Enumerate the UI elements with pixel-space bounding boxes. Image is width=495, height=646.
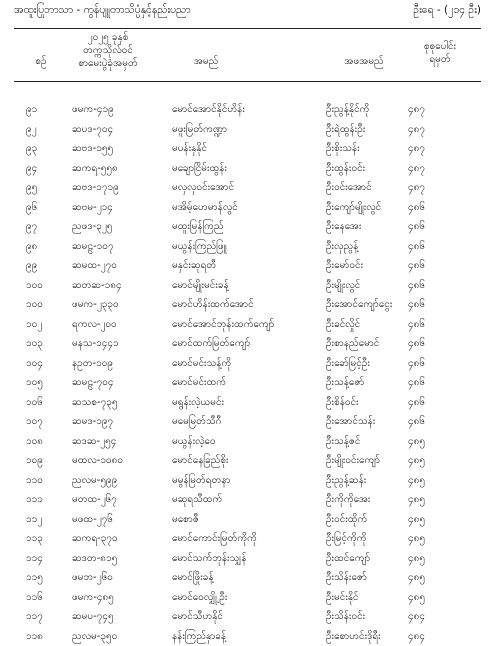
student-name: မစောဇီ	[172, 510, 322, 530]
student-name: မချောငြိမ်းထွန်း	[172, 159, 322, 179]
total-score: ၄၈၆	[408, 354, 468, 374]
row-number: ၉၆	[26, 198, 60, 218]
exam-roll-number: ဖမက-၄၁၉	[72, 100, 162, 120]
table-row	[14, 529, 481, 549]
total-score: ၄၈၆	[408, 256, 468, 276]
father-name: ဦးရဲထွန်းဦး	[326, 120, 446, 140]
exam-roll-number: ဆဒတ-၈၁၅	[72, 549, 162, 569]
student-name: မထူးမြန်ကြည်	[172, 217, 322, 237]
total-score: ၄၈၅	[408, 471, 468, 491]
father-name: ဦးထွန်းဝင်း	[326, 159, 446, 179]
row-number: ၉၅	[26, 178, 60, 198]
father-name: ဦးစာနည်မောင်	[326, 334, 446, 354]
student-name: မဆုရသီထက်	[172, 490, 322, 510]
row-number: ၁၀၃	[26, 334, 60, 354]
exam-roll-number: မထလ-၁၀၈၀	[72, 451, 162, 471]
row-number: ၉၄	[26, 159, 60, 179]
student-name: မောင်ကောင်းမြတ်ကိုကို	[172, 529, 322, 549]
exam-roll-number: နဥတ-၁၀၉	[72, 354, 162, 374]
total-score: ၄၈၇	[408, 120, 468, 140]
row-number: ၁၁၂	[26, 510, 60, 530]
exam-roll-number: မဖထ-၂၇၆	[72, 510, 162, 530]
row-number: ၁၁၄	[26, 549, 60, 569]
father-name: ဦးမျိုးဝင်းကျော်	[326, 451, 446, 471]
total-score: ၄၈၆	[408, 412, 468, 432]
exam-roll-number: မတထ-၂၆၇	[72, 490, 162, 510]
results-table	[14, 100, 481, 646]
header-top-rule	[14, 28, 481, 29]
table-row	[14, 256, 481, 276]
exam-roll-number: ညလမ-၃၅၀	[72, 627, 162, 646]
father-name: ဦးညွန့်ဆန်း	[326, 471, 446, 491]
table-row	[14, 490, 481, 510]
father-name: ဦးခော်မြင့်ဦး	[326, 354, 446, 374]
total-score: ၄၈၄	[408, 607, 468, 627]
total-score: ၄၈၆	[408, 198, 468, 218]
student-name: မနှင်းဆုရတီ	[172, 256, 322, 276]
table-row	[14, 315, 481, 335]
row-number: ၉၉	[26, 256, 60, 276]
father-name: ဦးခင်လှိုင်	[326, 315, 446, 335]
total-score: ၄၈၆	[408, 334, 468, 354]
father-name: ဦးဝင်းအောင်	[326, 178, 446, 198]
student-name: မောင်ဖြိုးခန့်	[172, 568, 322, 588]
row-number: ၁၁၆	[26, 588, 60, 608]
table-row	[14, 354, 481, 374]
exam-roll-number: ဖမဘ-၂၆၀	[72, 568, 162, 588]
student-name: မောင်မင်းသန့်ကို	[172, 354, 322, 374]
exam-roll-number: ရကလ-၂၀၀	[72, 315, 162, 335]
student-name: မောင်မျိုးမင်းခန့်	[172, 276, 322, 296]
exam-roll-number: ဆဒဆ-၂၅၄	[72, 432, 162, 452]
row-number: ၁၀၀	[26, 295, 60, 315]
exam-roll-number: ဆမဒ-၁၉၇	[72, 412, 162, 432]
total-score: ၄၈၅	[408, 490, 468, 510]
father-name: ဦးကိုကိုအေး	[326, 490, 446, 510]
table-row	[14, 198, 481, 218]
column-header-father: အဖအမည်	[324, 55, 404, 68]
exam-roll-number: ညလမ-၅၉၉	[72, 471, 162, 491]
document-header	[14, 4, 481, 26]
total-score: ၄၈၆	[408, 276, 468, 296]
father-name: ဦးမော်ဝင်း	[326, 256, 446, 276]
exam-roll-number: ဆကရ-၅၅၈	[72, 159, 162, 179]
father-name: ဦးဝင်းထိုက်	[326, 510, 446, 530]
father-name: ဦးစောဟင်းဒိုရီး	[326, 627, 446, 646]
student-name: မောင်သက်ဘုန်းသျှန်	[172, 549, 322, 569]
table-row	[14, 178, 481, 198]
student-name: မအိမ့်ဟေမာန်လွင်	[172, 198, 322, 218]
row-number: ၁၀၉	[26, 451, 60, 471]
father-name: ဦးနေအေး	[326, 217, 446, 237]
table-row	[14, 412, 481, 432]
total-score: ၄၈၅	[408, 549, 468, 569]
father-name: ဦးသိန်းဇော်	[326, 568, 446, 588]
exam-roll-number: ဆမပ-၇၄၅	[72, 607, 162, 627]
exam-roll-number: မနသ-၁၄၄၁	[72, 334, 162, 354]
table-row	[14, 393, 481, 413]
exam-roll-number: ဆမထ-၂၇၀	[72, 256, 162, 276]
subject-title: အထူးပြုဘာသာ - ကွန်ပျူတာသိပ္ပံနှင့်နည်းပညာ	[14, 4, 191, 19]
row-number: ၁၁၇	[26, 607, 60, 627]
student-count: ဦးရေ - (၂၁၄ ဦး)	[413, 4, 481, 19]
table-row	[14, 588, 481, 608]
student-name: မောင်နေခြည်စိုး	[172, 451, 322, 471]
table-row	[14, 432, 481, 452]
student-name: မောင်အောင်ဘုန်းထက်ကျော်	[172, 315, 322, 335]
table-row	[14, 217, 481, 237]
column-header-name: အမည်	[176, 55, 236, 68]
exam-roll-number: ဖမက-၂၃၃၀	[72, 295, 162, 315]
table-row	[14, 100, 481, 120]
column-header-total: စုစုပေါင်း ရမှတ်	[404, 40, 476, 66]
total-score: ၄၈၆	[408, 393, 468, 413]
student-name: မပန်းနှနိုင်	[172, 139, 322, 159]
father-name: ဦးအောင်ကျော်ငွေး	[326, 295, 446, 315]
table-row	[14, 373, 481, 393]
header-bottom-rule	[14, 81, 481, 82]
total-score: ၄၈၅	[408, 588, 468, 608]
exam-roll-number: ဆမဠ-၁၀၇	[72, 237, 162, 257]
table-row	[14, 451, 481, 471]
student-name: မောင်ဝေလျှို့ဦး	[172, 588, 322, 608]
father-name: ဦးစိုးသန်း	[326, 139, 446, 159]
row-number: ၁၁၃	[26, 529, 60, 549]
total-score: ၄၈၆	[408, 315, 468, 335]
student-name: မလှလှဝင်းအောင်	[172, 178, 322, 198]
student-name: နန်းကြည်နှာခန့်	[172, 627, 322, 646]
student-name: မောင်ဟိန်းထက်အောင်	[172, 295, 322, 315]
student-name: မရွန်းလဲ့ယမင်း	[172, 393, 322, 413]
exam-roll-number: ဆကရ-၃၇၀	[72, 529, 162, 549]
exam-roll-number: ညဖဒ-၃၂၅	[72, 217, 162, 237]
total-score: ၄၈၆	[408, 237, 468, 257]
student-name: မဖူးမြတ်ကဏ္ဍာ	[172, 120, 322, 140]
total-score: ၄၈၅	[408, 432, 468, 452]
table-row	[14, 139, 481, 159]
row-number: ၁၁၁	[26, 490, 60, 510]
student-name: မမေမြတ်သီဂီ	[172, 412, 322, 432]
column-header-no: စဉ်	[26, 55, 56, 68]
exam-roll-number: ဆဗဒ-၁၅၅	[72, 139, 162, 159]
total-score: ၄၈၅	[408, 529, 468, 549]
exam-roll-number: ဆဗဒ-၁၇၁၉	[72, 178, 162, 198]
student-name: မောင်သီဟနိုင်	[172, 607, 322, 627]
row-number: ၉၇	[26, 217, 60, 237]
student-name: မယွန်းလဲ့ဝေ	[172, 432, 322, 452]
row-number: ၁၁၅	[26, 568, 60, 588]
father-name: ဦးအောင်သန်း	[326, 412, 446, 432]
total-score: ၄၈၄	[408, 627, 468, 646]
row-number: ၁၁၈	[26, 627, 60, 646]
row-number: ၉၃	[26, 139, 60, 159]
exam-roll-number: ဆသစ-၇၃၅	[72, 393, 162, 413]
student-name: မမွန်မြတ်ရတနာ	[172, 471, 322, 491]
father-name: ဦးကျော်မျိုးလွင်	[326, 198, 446, 218]
row-number: ၉၁	[26, 100, 60, 120]
column-header-exam-roll: ၂၀၂၅ ခုနှစ် တက္ကသိုလ်ဝင် စာမေးပွဲခုံအမှတ်	[58, 31, 158, 70]
total-score: ၄၈၇	[408, 159, 468, 179]
student-name: မယွန်းကြည်ဖြူ	[172, 237, 322, 257]
row-number: ၁၀၈	[26, 432, 60, 452]
table-row	[14, 627, 481, 646]
total-score: ၄၈၇	[408, 100, 468, 120]
total-score: ၄၈၅	[408, 568, 468, 588]
row-number: ၉၂	[26, 120, 60, 140]
father-name: ဦးမျိုးလွင်	[326, 276, 446, 296]
father-name: ဦးသန့်ဇော်	[326, 373, 446, 393]
table-row	[14, 607, 481, 627]
row-number: ၁၀၇	[26, 412, 60, 432]
father-name: ဦးညွန့်နိုင်ကို	[326, 100, 446, 120]
father-name: ဦးမင်းနိုင်	[326, 588, 446, 608]
student-name: မောင်မင်းထက်	[172, 373, 322, 393]
row-number: ၁၀၀	[26, 276, 60, 296]
table-row	[14, 510, 481, 530]
exam-roll-number: ဆမဠ-၇၀၄	[72, 373, 162, 393]
total-score: ၄၈၇	[408, 139, 468, 159]
total-score: ၄၈၅	[408, 451, 468, 471]
row-number: ၁၀၅	[26, 373, 60, 393]
table-row	[14, 334, 481, 354]
table-row	[14, 549, 481, 569]
row-number: ၁၀၄	[26, 354, 60, 374]
exam-roll-number: ဆပဒ-၇၀၄	[72, 120, 162, 140]
exam-roll-number: ဆတဆ-၁၈၄	[72, 276, 162, 296]
row-number: ၉၈	[26, 237, 60, 257]
father-name: ဦးလှညွန့်	[326, 237, 446, 257]
row-number: ၁၀၂	[26, 315, 60, 335]
total-score: ၄၈၆	[408, 373, 468, 393]
father-name: ဦးမြင့်ကိုကို	[326, 529, 446, 549]
father-name: ဦးသိန်းဝင်း	[326, 607, 446, 627]
student-name: မောင်ထက်မြတ်ကျော်	[172, 334, 322, 354]
table-row	[14, 120, 481, 140]
table-row	[14, 295, 481, 315]
table-row	[14, 471, 481, 491]
table-row	[14, 568, 481, 588]
father-name: ဦးစိန်ဝင်း	[326, 393, 446, 413]
total-score: ၄၈၆	[408, 295, 468, 315]
father-name: ဦးသန့်ဇင်	[326, 432, 446, 452]
total-score: ၄၈၅	[408, 510, 468, 530]
row-number: ၁၁၀	[26, 471, 60, 491]
row-number: ၁၀၆	[26, 393, 60, 413]
table-row	[14, 159, 481, 179]
exam-roll-number: ဆဗမ-၂၁၄	[72, 198, 162, 218]
student-name: မောင်အောင်နိုင်ဟိန်း	[172, 100, 322, 120]
total-score: ၄၈၆	[408, 217, 468, 237]
table-row	[14, 276, 481, 296]
father-name: ဦးထင်ကျော်	[326, 549, 446, 569]
exam-roll-number: ဖမက-၄၈၅	[72, 588, 162, 608]
total-score: ၄၈၇	[408, 178, 468, 198]
table-row	[14, 237, 481, 257]
